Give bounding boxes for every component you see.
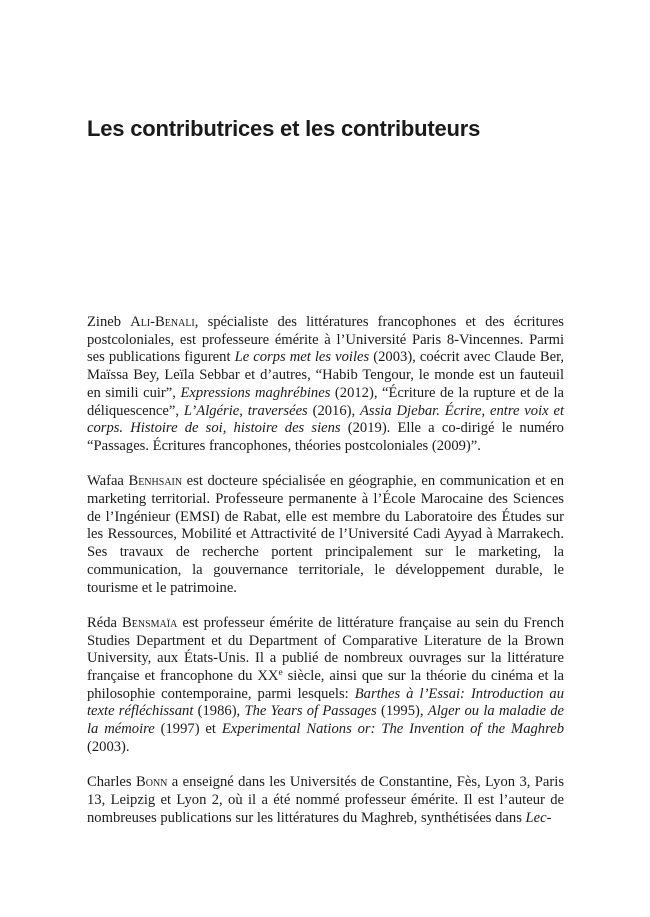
entry-text: (2019). Elle a co-dirigé le numéro “Passages. Écritures francophones, théories postcoloniales (2009)”. bbox=[87, 420, 564, 454]
contributor-entry-bonn bbox=[87, 774, 564, 827]
contributor-entry-bensmaia bbox=[87, 615, 564, 757]
contributor-surname: Bensmaïa bbox=[122, 614, 178, 631]
work-title: L’Algérie, traversées bbox=[183, 402, 308, 419]
entry-text: Réda bbox=[87, 614, 123, 631]
contributor-entry-benhsain bbox=[87, 473, 564, 597]
entry-text: Charles bbox=[87, 774, 136, 791]
work-title: Assia Djebar. Écrire, entre voix et corps. Histoire de soi, histoire des siens bbox=[87, 402, 564, 437]
work-title: Le corps met les voiles bbox=[234, 349, 370, 366]
contributor-surname: Benhsain bbox=[128, 473, 183, 490]
entry-text: est docteure spécialisée en géographie, en communication et en marketing territorial. Professeure permanente à l’École Marocaine des Sciences de l’Ingénieur (EMSI) de Rabat, elle est membre du Laboratoire des Études sur les Ressources, Mobilité et Attractivité de l’Université Cadi Ayyad à Marrakech. Ses travaux de recherche portent principalement sur le marketing, la communication, la gouvernance territoriale, le développement durable, le tourisme et le patrimoine. bbox=[87, 473, 564, 596]
contributor-surname: Bonn bbox=[135, 774, 168, 791]
entry-text: (2003), coécrit avec Claude Ber, Maïssa Bey, Leïla Sebbar et d’autres, “Habib Tengour, le monde est un fauteuil en simili cuir”, bbox=[87, 349, 564, 401]
work-title: Barthes à l’Essai: Introduction au texte réfléchissant bbox=[87, 685, 564, 720]
page-title: Les contributrices et les contributeurs bbox=[87, 116, 481, 141]
entry-text: est professeur émérite de littérature française au sein du French Studies Department et du Department of Comparative Literature de la Brown University, aux États-Unis. Il a publié de nombreux ouvrages sur la littérature française et francophone du XX bbox=[87, 614, 564, 685]
contributor-list bbox=[87, 314, 564, 845]
contributor-entry-ali-benali bbox=[87, 314, 564, 456]
work-title: Experimental Nations or: The Invention of the Maghreb bbox=[221, 721, 564, 738]
entry-text: Wafaa bbox=[87, 473, 129, 490]
entry-text: , spécialiste des littératures francophones et des écritures postcoloniales, est professeure émérite à l’Université Paris 8-Vincennes. Parmi ses publications figurent bbox=[87, 314, 564, 366]
entry-text: Zineb bbox=[87, 314, 131, 330]
entry-text: (2016), bbox=[307, 402, 361, 419]
work-title: Expressions maghrébines bbox=[180, 384, 331, 401]
entry-text: (1986), bbox=[193, 703, 245, 720]
work-title: Alger ou la maladie de la mémoire bbox=[87, 703, 564, 738]
entry-text: siècle, ainsi que sur la théorie du cinéma et la philosophie contemporaine, parmi lesquels: bbox=[87, 668, 564, 702]
entry-text: (1997) et bbox=[154, 721, 222, 738]
entry-text: (1995), bbox=[376, 703, 428, 720]
entry-text: (2012), “Écriture de la rupture et de la déliquescence”, bbox=[87, 384, 564, 419]
contributor-surname: Ali-Benali bbox=[130, 314, 195, 330]
ordinal-superscript: e bbox=[278, 667, 283, 678]
entry-text: a enseigné dans les Universités de Constantine, Fès, Lyon 3, Paris 13, Leipzig et Lyon 2, où il a été nommé professeur émérite. Il est l’auteur de nombreuses publications sur les littératures du Maghreb, synthétisées dans bbox=[87, 774, 564, 826]
work-title: The Years of Passages bbox=[244, 703, 377, 720]
entry-text: (2003). bbox=[87, 738, 130, 755]
work-title: Lec- bbox=[525, 809, 552, 826]
